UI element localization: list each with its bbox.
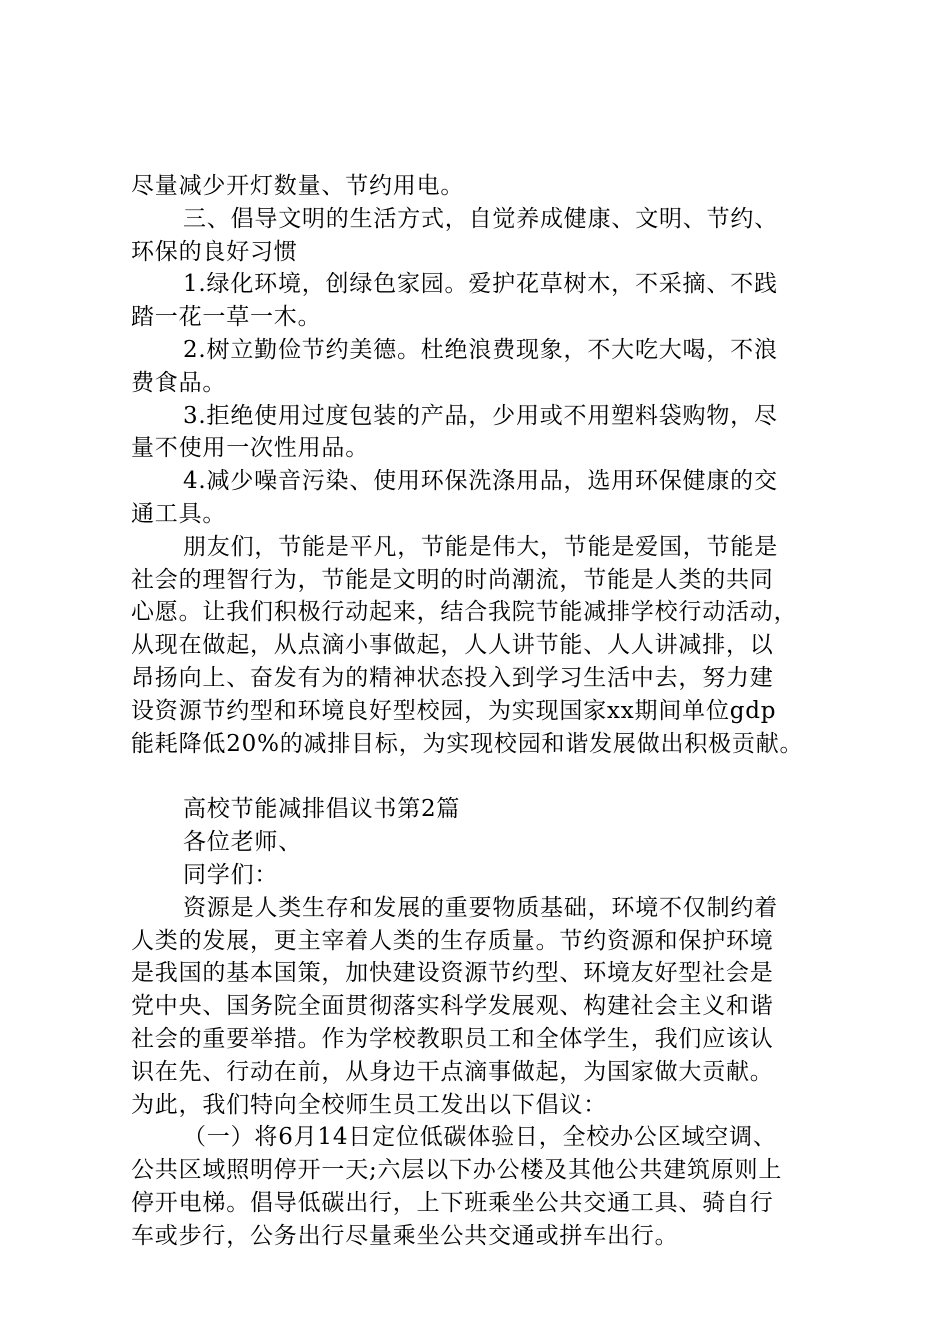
text-line: 费食品。 bbox=[131, 369, 227, 396]
text-line: 同学们： bbox=[183, 861, 279, 888]
text-line: 公共区域照明停开一天;六层以下办公楼及其他公共建筑原则上 bbox=[131, 1157, 783, 1184]
text-line: 人类的发展，更主宰着人类的生存质量。节约资源和保护环境 bbox=[131, 927, 774, 954]
text-line: 社会的重要举措。作为学校教职员工和全体学生，我们应该认 bbox=[131, 1025, 774, 1052]
text-line: 量不使用一次性用品。 bbox=[131, 435, 369, 462]
text-line: （一）将6月14日定位低碳体验日，全校办公区域空调、 bbox=[183, 1124, 777, 1151]
document-body bbox=[131, 170, 851, 1253]
text-line: 各位老师、 bbox=[183, 829, 302, 856]
text-line: 朋友们，节能是平凡，节能是伟大，节能是爱国，节能是 bbox=[183, 533, 778, 560]
text-line: 车或步行，公务出行尽量乘坐公共交通或拼车出行。 bbox=[131, 1222, 679, 1249]
text-line: 从现在做起，从点滴小事做起，人人讲节能、人人讲减排，以 bbox=[131, 632, 774, 659]
text-line: 尽量减少开灯数量、节约用电。 bbox=[131, 173, 465, 199]
text-line: 高校节能减排倡议书第2篇 bbox=[183, 796, 461, 823]
text-line: 能耗降低20%的减排目标，为实现校园和谐发展做出积极贡献。 bbox=[131, 730, 804, 757]
text-line: 2.树立勤俭节约美德。杜绝浪费现象，不大吃大喝，不浪 bbox=[183, 336, 778, 363]
text-line: 通工具。 bbox=[131, 500, 227, 527]
text-line: 昂扬向上、奋发有为的精神状态投入到学习生活中去，努力建 bbox=[131, 664, 774, 691]
text-line: 4.减少噪音污染、使用环保洗涤用品，选用环保健康的交 bbox=[183, 468, 778, 495]
proposal-part-2 bbox=[131, 793, 851, 1252]
text-line: 社会的理智行为，节能是文明的时尚潮流，节能是人类的共同 bbox=[131, 566, 774, 593]
text-line: 1.绿化环境，创绿色家园。爱护花草树木，不采摘、不践 bbox=[183, 271, 778, 298]
text-line: 设资源节约型和环境良好型校园，为实现国家xx期间单位gdp bbox=[131, 697, 777, 724]
text-line: 为此，我们特向全校师生员工发出以下倡议： bbox=[131, 1091, 607, 1118]
text-line: 资源是人类生存和发展的重要物质基础，环境不仅制约着 bbox=[183, 894, 778, 921]
proposal-part-1 bbox=[131, 170, 851, 760]
text-line: 停开电梯。倡导低碳出行，上下班乘坐公共交通工具、骑自行 bbox=[131, 1189, 774, 1216]
text-line: 识在先、行动在前，从身边干点滴事做起，为国家做大贡献。 bbox=[131, 1058, 774, 1085]
text-line: 3.拒绝使用过度包装的产品，少用或不用塑料袋购物，尽 bbox=[183, 402, 778, 429]
text-line: 是我国的基本国策，加快建设资源节约型、环境友好型社会是 bbox=[131, 960, 774, 987]
text-line: 心愿。让我们积极行动起来，结合我院节能减排学校行动活动， bbox=[131, 599, 798, 626]
text-line: 环保的良好习惯 bbox=[131, 238, 298, 265]
text-line: 三、倡导文明的生活方式，自觉养成健康、文明、节约、 bbox=[183, 205, 778, 232]
text-line: 踏一花一草一木。 bbox=[131, 304, 322, 331]
text-line: 党中央、国务院全面贯彻落实科学发展观、构建社会主义和谐 bbox=[131, 993, 774, 1020]
